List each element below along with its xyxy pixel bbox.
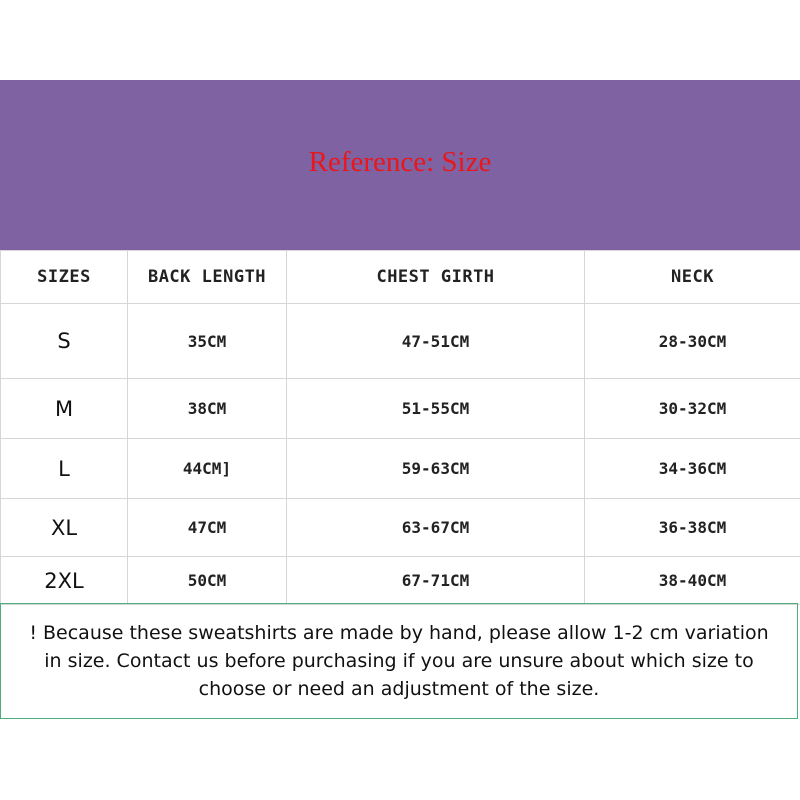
table-row	[1, 379, 800, 439]
title-banner	[0, 80, 800, 250]
table-row	[1, 439, 800, 499]
page-title: Reference: Size	[308, 145, 492, 178]
size-table	[0, 250, 800, 605]
chest-girth-cell: 63-67CM	[287, 499, 585, 557]
table-row	[1, 499, 800, 557]
size-cell: XL	[1, 499, 128, 557]
sizing-note-box	[0, 603, 798, 719]
table-row	[1, 304, 800, 379]
chest-girth-cell: 67-71CM	[287, 557, 585, 605]
neck-cell: 38-40CM	[585, 557, 800, 605]
neck-cell: 36-38CM	[585, 499, 800, 557]
back-length-cell: 35CM	[128, 304, 287, 379]
size-cell: L	[1, 439, 128, 499]
chest-girth-cell: 47-51CM	[287, 304, 585, 379]
size-cell: 2XL	[1, 557, 128, 605]
column-header-neck: NECK	[585, 251, 800, 304]
back-length-cell: 38CM	[128, 379, 287, 439]
table-header-row	[1, 251, 800, 304]
size-cell: S	[1, 304, 128, 379]
column-header-sizes: SIZES	[1, 251, 128, 304]
column-header-back-length: BACK LENGTH	[128, 251, 287, 304]
neck-cell: 34-36CM	[585, 439, 800, 499]
back-length-cell: 44CM]	[128, 439, 287, 499]
neck-cell: 28-30CM	[585, 304, 800, 379]
chest-girth-cell: 59-63CM	[287, 439, 585, 499]
back-length-cell: 47CM	[128, 499, 287, 557]
sizing-note-text: ! Because these sweatshirts are made by hand, please allow 1-2 cm variation in size. Contact us before purchasing if you are unsure about which size to choose or need an adjustment of the size.	[29, 622, 769, 700]
neck-cell: 30-32CM	[585, 379, 800, 439]
size-cell: M	[1, 379, 128, 439]
chest-girth-cell: 51-55CM	[287, 379, 585, 439]
back-length-cell: 50CM	[128, 557, 287, 605]
column-header-chest-girth: CHEST GIRTH	[287, 251, 585, 304]
table-row	[1, 557, 800, 605]
